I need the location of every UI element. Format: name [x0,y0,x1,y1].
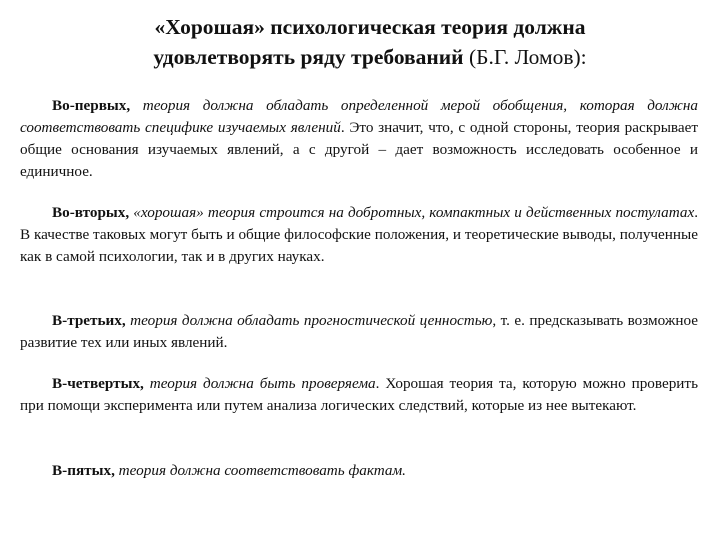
requirement-lead: В-четвертых, [52,375,144,392]
requirement-fifth [20,460,698,482]
requirement-italic: теория должна быть проверяема [143,375,376,392]
title-line-2-bold: удовлетворять ряду требований [153,45,464,69]
requirement-lead: В-третьих, [52,312,126,329]
requirement-italic: теория должна обладать определенной мерой обобщения, которая должна соответствовать специфике изучаемых явлений [20,97,698,136]
requirement-italic: теория должна обладать прогностической ценностью [125,312,493,329]
requirement-second [20,202,698,268]
title-line-1: «Хорошая» психологическая теория должна [154,15,586,39]
requirement-text: . В качестве таковых могут быть и общие философские положения, и теоретические выводы, полученные как в самой психологии, так и в других науках. [20,204,698,265]
requirement-italic: «хорошая» теория строится на добротных, компактных и действенных постулатах [129,204,695,221]
slide-title [60,12,680,72]
requirement-text: , т. е. предсказывать возможное развитие тех или иных явлений. [20,312,699,351]
title-author: (Б.Г. Ломов): [463,45,587,69]
requirement-text: . Это значит, что, с одной стороны, теория раскрывает общие основания изучаемых явлений, а с другой – дает возможность исследовать особенное и единичное. [20,119,698,180]
requirement-fourth [20,373,698,417]
requirement-third [20,310,698,354]
requirement-first [20,95,698,183]
requirement-lead: Во-вторых, [52,204,130,221]
requirement-text: . Хорошая теория та, которую можно проверить при помощи эксперимента или путем анализа логических следствий, которые из нее вытекают. [20,375,698,414]
requirement-lead: В-пятых, [52,462,115,479]
requirement-lead: Во-первых, [52,97,131,114]
requirement-italic: теория должна соответствовать фактам. [114,462,406,479]
title-line-2 [60,42,680,72]
